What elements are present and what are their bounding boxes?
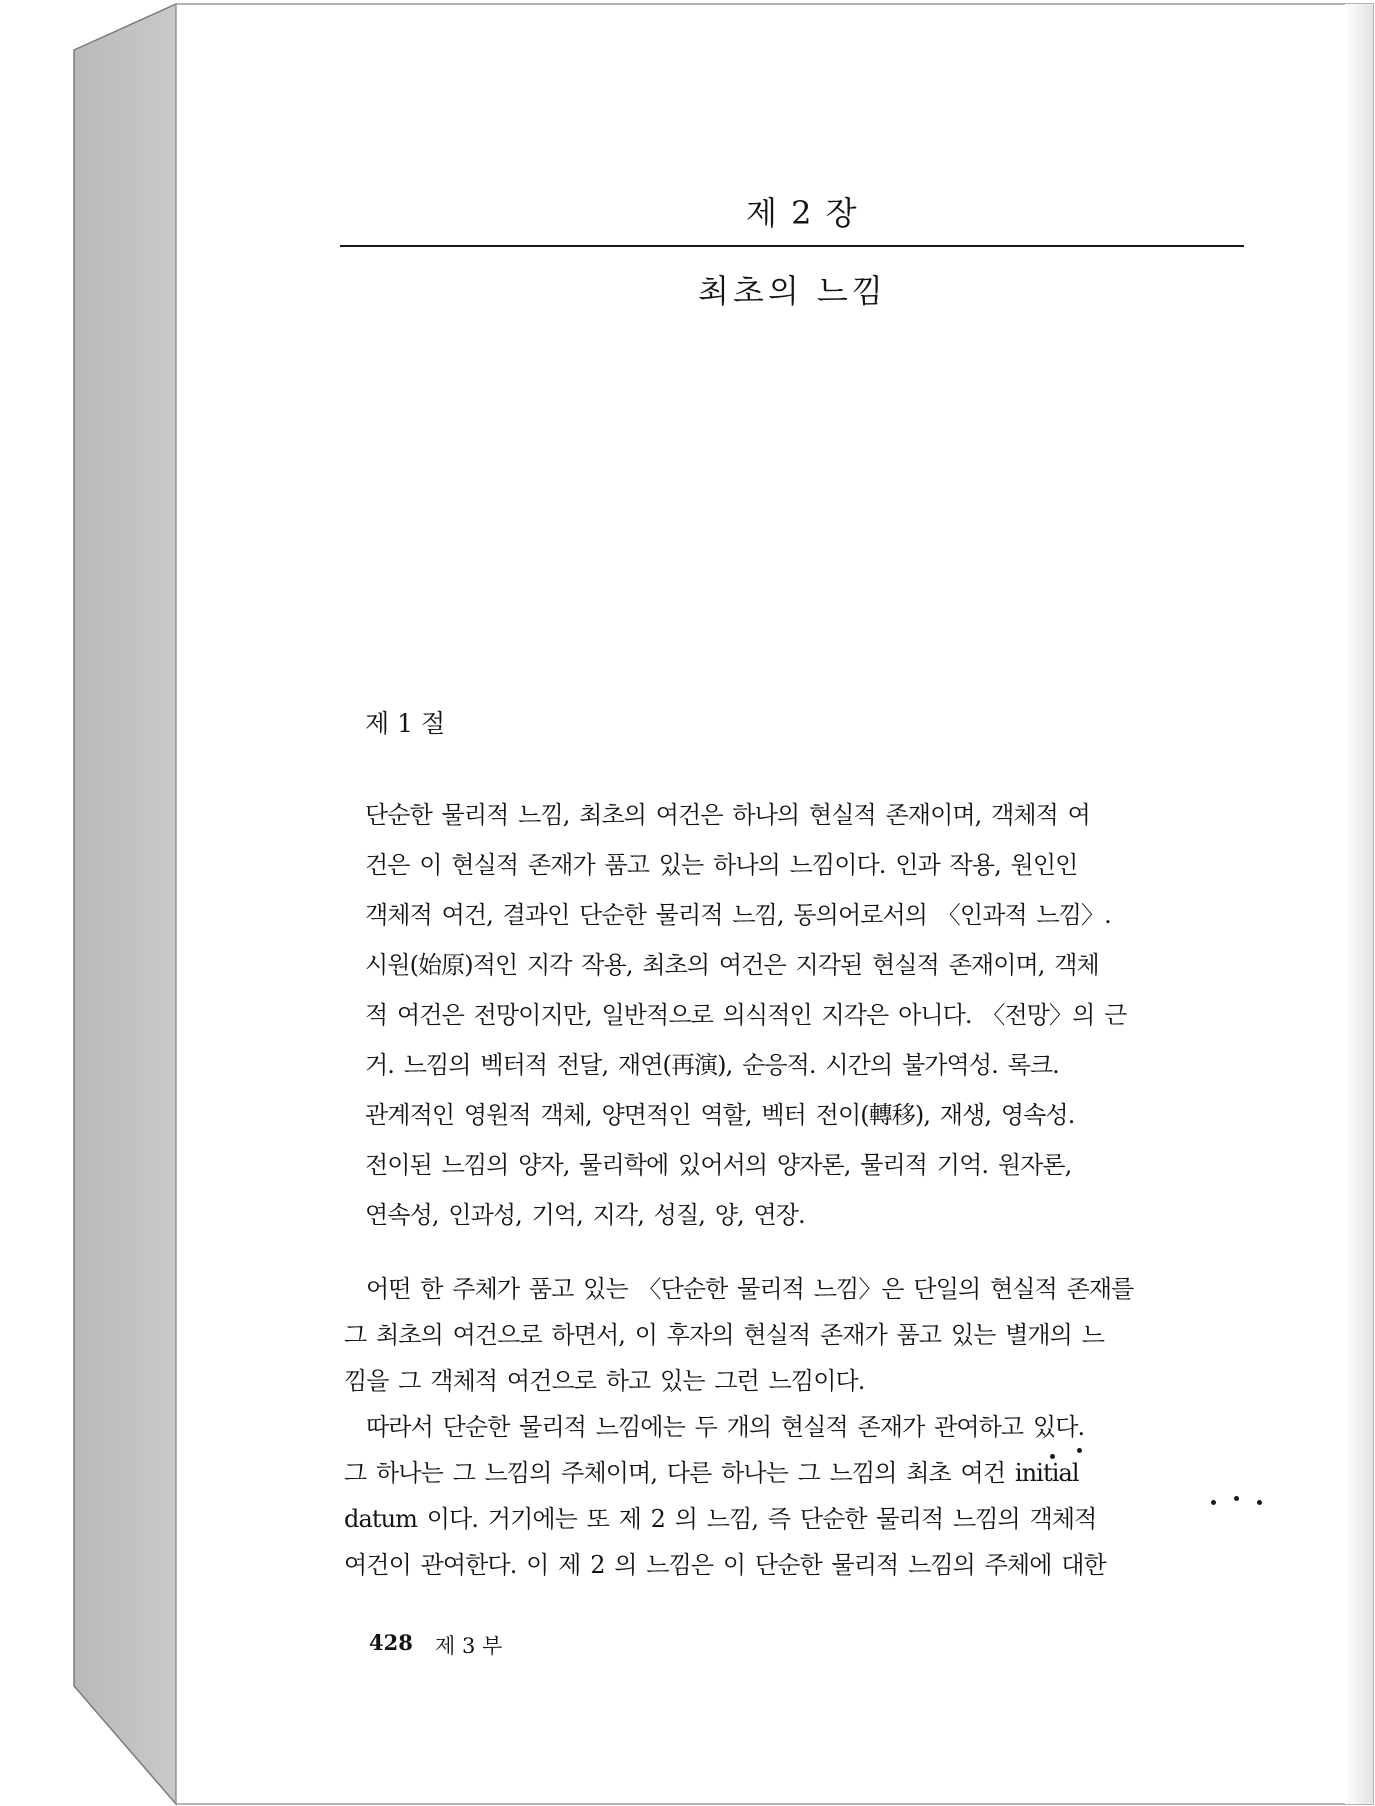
body-line: 어떤 한 주체가 품고 있는 〈단순한 물리적 느낌〉은 단일의 현실적 존재를 — [366, 1275, 1134, 1303]
summary-line: 전이된 느낌의 양자, 물리학에 있어서의 양자론, 물리적 기억. 원자론, — [365, 1151, 1072, 1179]
body-line: 낌을 그 객체적 여건으로 하고 있는 그런 느낌이다. — [344, 1367, 865, 1395]
emphasis-dot — [1257, 1500, 1262, 1505]
chapter-label: 제 2 장 — [746, 194, 859, 232]
chapter-title: 최초의 느낌 — [698, 272, 887, 310]
summary-line: 적 여건은 전망이지만, 일반적으로 의식적인 지각은 아니다. 〈전망〉의 근 — [365, 1001, 1127, 1029]
summary-line: 관계적인 영원적 객체, 양면적인 역할, 벡터 전이(轉移), 재생, 영속성. — [365, 1101, 1075, 1129]
book-spine — [74, 4, 176, 1804]
body-line: 여건이 관여한다. 이 제 2 의 느낌은 이 단순한 물리적 느낌의 주체에 대한 — [344, 1551, 1106, 1579]
emphasis-dot — [1234, 1496, 1239, 1501]
summary-line: 단순한 물리적 느낌, 최초의 여건은 하나의 현실적 존재이며, 객체적 여 — [365, 801, 1090, 829]
body-text — [344, 1266, 1245, 1588]
section-label: 제 1 절 — [365, 709, 446, 738]
body-line: 그 하나는 그 느낌의 주체이며, 다른 하나는 그 느낌의 최초 여건 initial — [344, 1459, 1079, 1487]
page-number: 428 — [369, 1630, 413, 1655]
body-line: 따라서 단순한 물리적 느낌에는 두 개의 현실적 존재가 관여하고 있다. — [366, 1413, 1085, 1441]
body-line: datum 이다. 거기에는 또 제 2 의 느낌, 즉 단순한 물리적 느낌의 객체적 — [344, 1505, 1097, 1533]
summary-line: 거. 느낌의 벡터적 전달, 재연(再演), 순응적. 시간의 불가역성. 록크. — [365, 1051, 1059, 1079]
emphasis-dot — [1211, 1500, 1216, 1505]
chapter-divider — [340, 245, 1244, 247]
summary-line: 건은 이 현실적 존재가 품고 있는 하나의 느낌이다. 인과 작용, 원인인 — [365, 851, 1078, 879]
section-summary — [365, 790, 1245, 1240]
summary-line: 시원(始原)적인 지각 작용, 최초의 여건은 지각된 현실적 존재이며, 객체 — [365, 951, 1099, 979]
book-page — [176, 4, 1373, 1804]
summary-line: 연속성, 인과성, 기억, 지각, 성질, 양, 연장. — [365, 1201, 805, 1229]
part-label: 제 3 부 — [435, 1634, 503, 1658]
emphasis-dot — [1050, 1454, 1055, 1459]
summary-line: 객체적 여건, 결과인 단순한 물리적 느낌, 동의어로서의 〈인과적 느낌〉. — [365, 901, 1111, 929]
body-line: 그 최초의 여건으로 하면서, 이 후자의 현실적 존재가 품고 있는 별개의 느 — [344, 1321, 1104, 1349]
emphasis-dot — [1077, 1448, 1082, 1453]
